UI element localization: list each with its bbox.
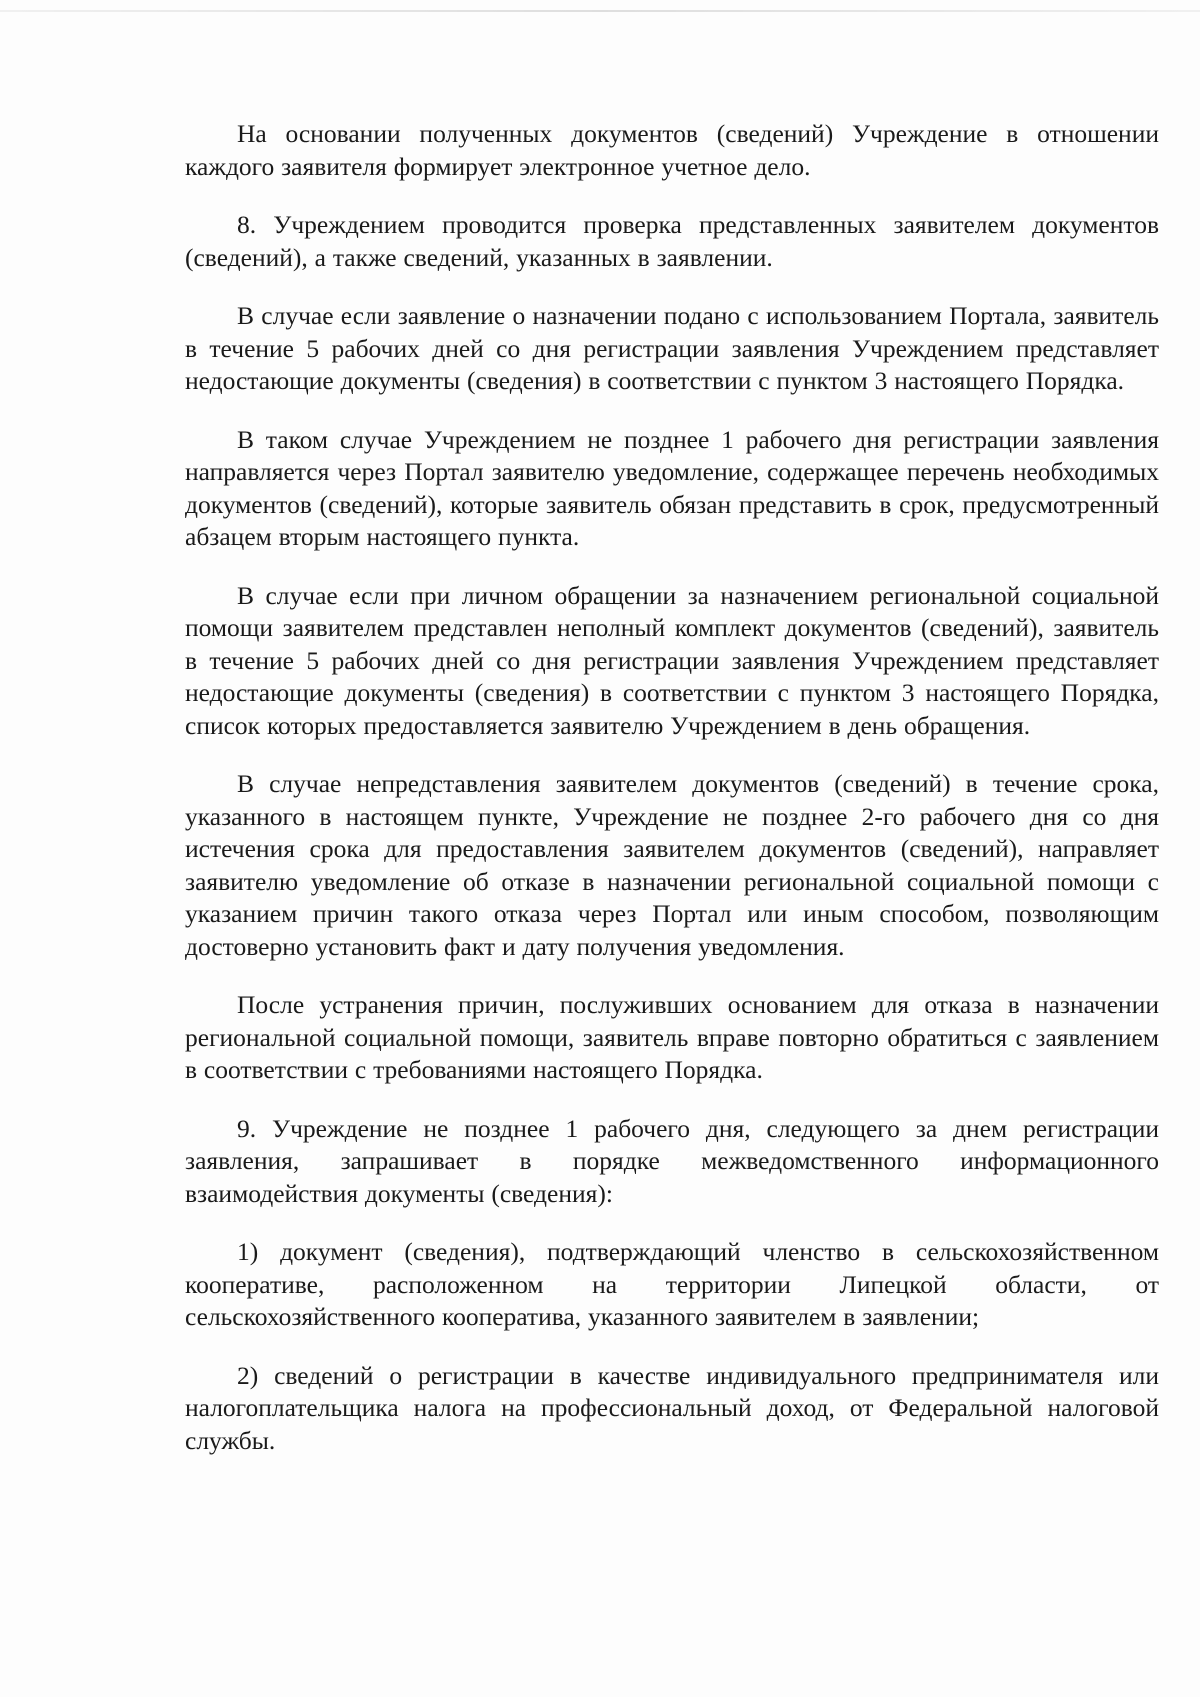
list-item-1: 1) документ (сведения), подтверждающий членство в сельскохозяйственном кооперативе, расположенном на территории Липецкой области, от сельскохозяйственного кооператива, указанного заявителем в заявлении;: [185, 1237, 1159, 1331]
paragraph-refusal-notice: В случае непредставления заявителем документов (сведений) в течение срока, указанного в настоящем пункте, Учреждение не позднее 2-го рабочего дня со дня истечения срока для предоставления заявителем документов (сведений), направляет заявителю уведомление об отказе в назначении региональной социальной помощи с указанием причин такого отказа через Портал или иным способом, позволяющим достоверно установить факт и дату получения уведомления.: [185, 769, 1159, 961]
document-body: [185, 118, 1159, 1483]
paragraph-electronic-file: На основании полученных документов (сведений) Учреждение в отношении каждого заявителя формирует электронное учетное дело.: [185, 119, 1159, 181]
paragraph-reapplication: После устранения причин, послуживших основанием для отказа в назначении региональной социальной помощи, заявитель вправе повторно обратиться с заявлением в соответствии с требованиями настоящего Порядка.: [185, 990, 1159, 1084]
paragraph-portal-submission: В случае если заявление о назначении подано с использованием Портала, заявитель в течение 5 рабочих дней со дня регистрации заявления Учреждением представляет недостающие документы (сведения) в соответствии с пунктом 3 настоящего Порядка.: [185, 301, 1159, 395]
paragraph-portal-notification: В таком случае Учреждением не позднее 1 рабочего дня регистрации заявления направляется через Портал заявителю уведомление, содержащее перечень необходимых документов (сведений), которые заявитель обязан представить в срок, предусмотренный абзацем вторым настоящего пункта.: [185, 424, 1159, 551]
paragraph-personal-visit: В случае если при личном обращении за назначением региональной социальной помощи заявителем представлен неполный комплект документов (сведений), заявитель в течение 5 рабочих дней со дня регистрации заявления Учреждением представляет недостающие документы (сведения) в соответствии с пунктом 3 настоящего Порядка, список которых предоставляется заявителю Учреждением в день обращения.: [185, 580, 1159, 740]
paragraph-item-8: 8. Учреждением проводится проверка представленных заявителем документов (сведений), а также сведений, указанных в заявлении.: [185, 210, 1159, 272]
list-item-2: 2) сведений о регистрации в качестве индивидуального предпринимателя или налогоплательщика налога на профессиональный доход, от Федеральной налоговой службы.: [185, 1360, 1159, 1455]
scan-edge-line: [0, 10, 1200, 12]
paragraph-item-9: 9. Учреждение не позднее 1 рабочего дня, следующего за днем регистрации заявления, запрашивает в порядке межведомственного информационного взаимодействия документы (сведения):: [185, 1113, 1159, 1208]
